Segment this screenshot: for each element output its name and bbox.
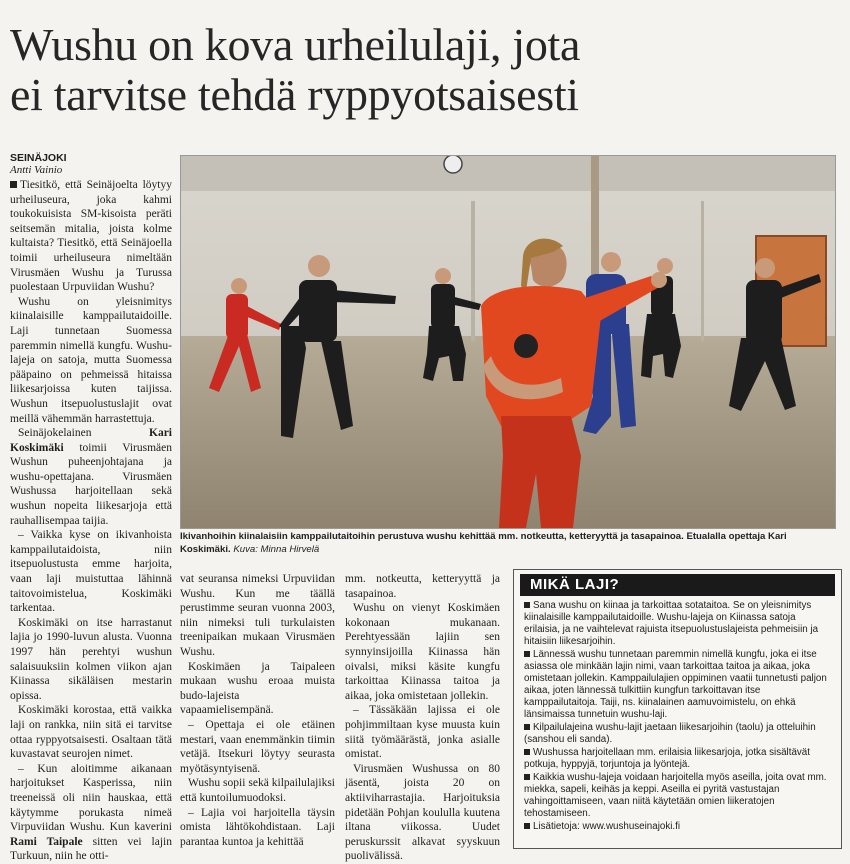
square-bullet-icon [524, 724, 530, 730]
article-column-1 [10, 178, 172, 864]
paragraph: Virusmäen Wushussa on 80 jäsentä, joista 20 on aktiiviharrastajia. Harjoituksia pidetään Pohjan koululla kuutena iltana viikossa. Uudet peruskurssit alkavat syyskuun puolivälissä. [345, 762, 500, 863]
paragraph: Koskimäki korostaa, että vaikka laji on rankka, niin sitä ei tarvitse ottaa ryppyotsaisesti. Osaltaan tätä kuvastavat seurojen nimet. [10, 704, 172, 761]
person-name: Kari Koskimäki [10, 427, 172, 454]
fact-item: Sana wushu on kiinaa ja tarkoittaa sotataitoa. Se on yleisnimitys kiinalaisille kamppailutaidoille. Wushu-lajeja on Kiinassa satoja erilaisia, ja ne vaihtelevat rajuista itsepuolustuslajeista pehmeisiin ja hitaisiin liikesarjoihin. [524, 600, 819, 647]
paragraph: Seinäjokelainen Kari Koskimäki toimii Virusmäen Wushun puheenjohtajana ja wushu-opettajana. Virusmäen Wushussa harjoitellaan sekä wushun nopeita liikesarjoja että rauhallisempaa taijia. [10, 427, 172, 527]
fact-item: Kilpailulajeina wushu-lajit jaetaan liikesarjoihin (taolu) ja otteluihin (sanshou eli sanda). [524, 722, 816, 745]
dateline-place: SEINÄJOKI [10, 152, 67, 164]
caption-text: Ikivanhoihin kiinalaisiin kamppailutaitoihin perustuva wushu kehittää mm. notkeutta, ketteryyttä ja tasapainoa. Etualalla opettaja Kari Koskimäki. [180, 531, 787, 555]
paragraph: Wushu on yleisnimitys kiinalaisille kamppailutaidoille. Laji tunnetaan Suomessa paremmin nimellä kungfu. Wushu-lajeja on satoja, mutta Suomessa pääpaino on pehmeissä hitaissa liikesarjoissa kuten taijissa. Wushun itsepuolustuslajit ovat meillä vähemmän harrastettuja. [10, 295, 172, 425]
square-bullet-icon [524, 749, 530, 755]
paragraph: Wushu sopii sekä kilpailulajiksi että kuntoilumuodoksi. [180, 777, 335, 804]
author-name: Antti Vainio [10, 164, 63, 176]
headline-line-2: ei tarvitse tehdä ryppyotsaisesti [10, 69, 579, 120]
paragraph: – Opettaja ei ole etäinen mestari, vaan enemmänkin tiimin vetäjä. Itsekuri löytyy seurasta myötäsyntyisenä. [180, 718, 335, 775]
lead-paragraph: Tiesitkö, että Seinäjoelta löytyy urheiluseura, joka kahmi toukokuisista SM-kisoista peräti seitsemän mitalia, joista kolme kultaista? Tiesitkö, että Seinäjoella toimii urheiluseura nimeltään Virusmäen Wushu ja Turussa puolestaan Urpuviidan Wushu? [10, 179, 172, 294]
fact-item: Wushussa harjoitellaan mm. erilaisia liikesarjoja, jotka sisältävät potkuja, hyppyjä, torjuntoja ja lyöntejä. [524, 747, 810, 770]
fact-item: Kaikkia wushu-lajeja voidaan harjoitella myös aseilla, joita ovat mm. miekka, sapeli, keihäs ja keppi. Aseilla ei pyritä vastustajan vahingoittamiseen, vaan niitä käytetään omien liikeratojen tehostamiseen. [524, 772, 827, 819]
article-column-3 [345, 572, 500, 864]
paragraph: – Tässäkään lajissa ei ole pohjimmiltaan kyse muusta kuin siitä työmäärästä, jonka asialle omistat. [345, 704, 500, 761]
square-bullet-icon [524, 774, 530, 780]
byline [10, 152, 175, 176]
fact-box-items [514, 600, 841, 833]
article-column-2 [180, 572, 335, 849]
square-bullet-icon [524, 651, 530, 657]
paragraph: – Vaikka kyse on ikivanhoista kamppailutaidoista, niin itsepuolustusta emme harjoita, vaan laji muistuttaa lähinnä taitovoimistelua, Koskimäki tarkentaa. [10, 529, 172, 615]
photo-credit: Kuva: Minna Hirvelä [233, 543, 320, 555]
person-name: Rami Taipale [10, 835, 83, 848]
fact-box-title: MIKÄ LAJI? [520, 574, 835, 596]
headline-line-1: Wushu on kova urheilulaji, jota [10, 19, 581, 70]
headline [10, 20, 840, 120]
square-bullet-icon [524, 823, 530, 829]
square-bullet-icon [524, 602, 530, 608]
paragraph: vat seuransa nimeksi Urpuviidan Wushu. Kun me täällä perustimme seuran vuonna 2003, niin nimeksi tuli turkulaisten treenipaikan mukaan Virusmäen Wushu. [180, 573, 335, 658]
paragraph: Koskimäki on itse harrastanut lajia jo 1990-luvun alusta. Vuonna 1997 hän perehtyi wushun salaisuuksiin kolmen viikon ajan Kiinassa sikäläisen mestarin opissa. [10, 616, 172, 702]
square-bullet-icon [10, 181, 17, 188]
paragraph: Koskimäen ja Taipaleen mukaan wushu eroaa muista budo-lajeista vapaamielisempänä. [180, 660, 335, 717]
wushu-training-photo [181, 156, 835, 528]
fact-item: Lännessä wushu tunnetaan paremmin nimellä kungfu, joka ei itse asiassa ole minkään lajin nimi, vaan tarkoittaa taitoa ja aikaa, joka omistetaan jollekin. Kamppailulajien oppiminen vaatii tunnetusti paljon aikaa, joten lännessä tulkittiin kungfun tarkoittavan itse kamppailutaitoja. Taiji, ns. kiinalainen aamuvoimistelu, on ehkä länsimaissa tunnetuin wushu-laji. [524, 649, 827, 720]
article-photo [180, 155, 836, 529]
paragraph: – Kun aloitimme aikanaan harjoitukset Kasperissa, niin treeneissä oli niin hauskaa, että käytymme porukasta nimeä Virpuviidan Wushu. Kun kaverini Rami Taipale sitten vei lajin Turkuun, niin he otti- [10, 762, 172, 863]
photo-caption [180, 531, 834, 556]
fact-item[interactable]: Lisätietoja: www.wushuseinajoki.fi [524, 821, 833, 833]
paragraph: – Lajia voi harjoitella täysin omista lähtökohdistaan. Laji parantaa kuntoa ja kehittää [180, 806, 335, 848]
paragraph: Wushu on vienyt Koskimäen kokonaan mukanaan. Perehtyessään lajiin sen synnyinsijoilla Kiinassa hän oivalsi, miksi käsite kungfu tarkoittaa Kiinassa taitoa ja aikaa, joka omistetaan jollekin. [345, 602, 500, 702]
fact-box [513, 569, 842, 849]
paragraph: mm. notkeutta, ketteryyttä ja tasapainoa. [345, 573, 500, 600]
